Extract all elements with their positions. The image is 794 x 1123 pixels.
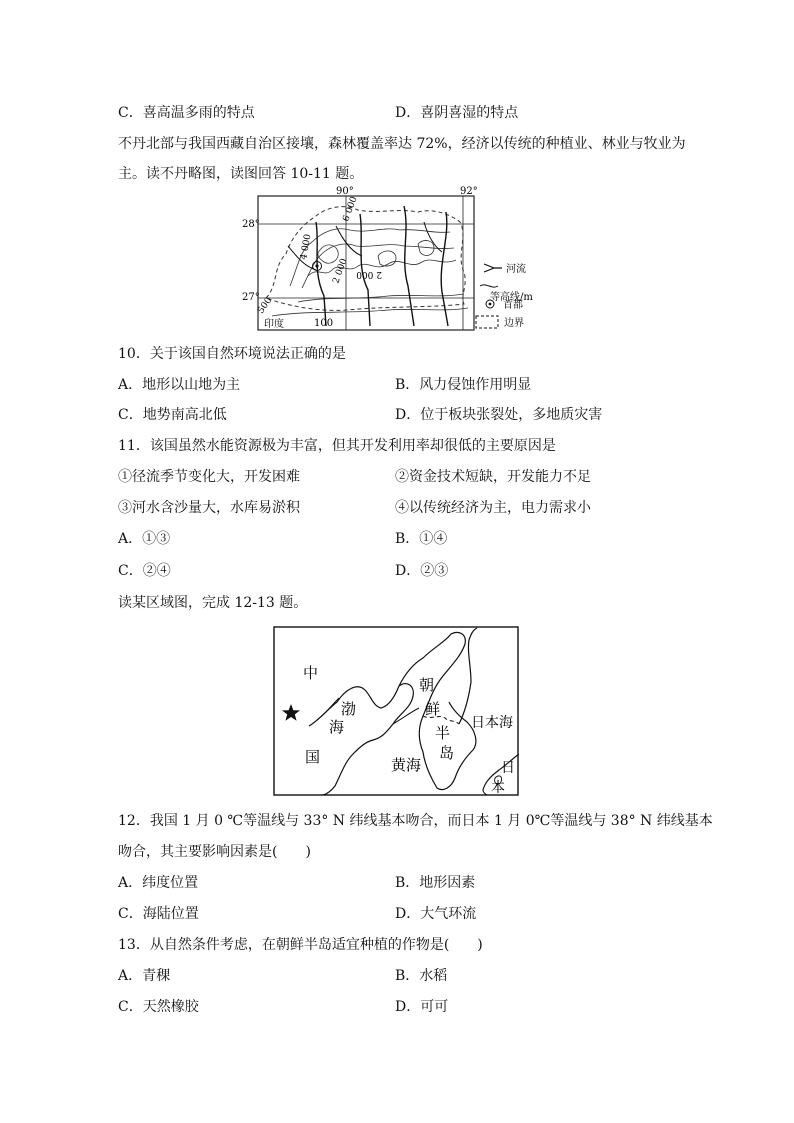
q9-option-c: C．喜高温多雨的特点: [118, 105, 255, 121]
label-ri: 日: [501, 760, 515, 776]
label-xian: 鲜: [425, 700, 441, 718]
q11-statement-3: ③河水含沙量大，水库易淤积: [118, 500, 300, 516]
contour-500-label: 500: [256, 295, 275, 316]
q13-option-d: D．可可: [395, 999, 449, 1015]
lat-28-label: 28°: [242, 219, 260, 230]
q11-option-a: A．①③: [118, 531, 171, 547]
q10-option-d: D．位于板块张裂处，多地质灾害: [395, 407, 603, 423]
label-chao: 朝: [419, 676, 435, 694]
label-dao: 岛: [439, 744, 455, 762]
q10-stem: 10．关于该国自然环境说法正确的是: [118, 346, 346, 362]
region-intro: 读某区域图，完成 12-13 题。: [118, 595, 308, 611]
contour-2000b-label: 2 000: [356, 269, 382, 279]
label-ben: 本: [491, 780, 505, 796]
q9-option-d: D．喜阴喜湿的特点: [395, 105, 519, 121]
q11-option-c: C．②④: [118, 563, 171, 579]
label-ribenhai: 日本海: [471, 715, 513, 731]
label-hai: 海: [329, 718, 345, 736]
q10-option-c: C．地势南高北低: [118, 407, 227, 423]
legend-river: 河流: [506, 264, 526, 275]
q12-option-c: C．海陆位置: [118, 906, 199, 922]
q12-option-b: B．地形因素: [395, 875, 476, 891]
q11-option-d: D．②③: [395, 563, 449, 579]
q13-stem: 13．从自然条件考虑，在朝鲜半岛适宜种植的作物是( ): [118, 937, 483, 953]
india-label: 印度: [264, 319, 284, 330]
label-bo: 渤: [341, 700, 357, 718]
label-zhong: 中: [303, 664, 319, 682]
q13-option-c: C．天然橡胶: [118, 999, 199, 1015]
contour-100-label: 100: [314, 318, 334, 329]
q11-option-b: B．①④: [395, 531, 448, 547]
q12-option-a: A．纬度位置: [118, 875, 199, 891]
q11-statement-1: ①径流季节变化大，开发困难: [118, 469, 300, 485]
q12-option-d: D．大气环流: [395, 906, 477, 922]
lon-90-label: 90°: [336, 186, 354, 197]
q13-option-b: B．水稻: [395, 968, 448, 984]
q11-statement-4: ④以传统经济为主，电力需求小: [395, 500, 591, 516]
legend-border: 边界: [504, 318, 524, 329]
q12-stem-line2: 吻合，其主要影响因素是( ): [118, 844, 311, 860]
bhutan-map: [228, 186, 538, 334]
legend-capital: 首都: [503, 300, 523, 311]
q12-stem-line1: 12．我国 1 月 0 ℃等温线与 33° N 纬线基本吻合，而日本 1 月 0℃等温线与 38° N 纬线基本: [118, 813, 713, 829]
label-ban: 半: [435, 724, 451, 742]
label-guo: 国: [305, 748, 321, 766]
bhutan-intro-line2: 主。读不丹略图，读图回答 10-11 题。: [118, 166, 364, 182]
contour-6000-label: 6 000: [341, 195, 360, 224]
legend-contour: 等高线/m: [490, 292, 533, 303]
lat-27-label: 27°: [242, 292, 260, 303]
lon-92-label: 92°: [460, 186, 478, 197]
region-map: [273, 626, 519, 796]
river-legend-icon: [484, 264, 502, 272]
q11-stem: 11．该国虽然水能资源极为丰富，但其开发利用率却很低的主要原因是: [118, 438, 556, 454]
q10-option-b: B．风力侵蚀作用明显: [395, 377, 532, 393]
q13-option-a: A．青稞: [118, 968, 171, 984]
label-huanghai: 黄海: [391, 756, 422, 774]
contour-4000-label: 4 000: [299, 233, 314, 261]
contour-2000a-label: 2 000: [331, 257, 350, 286]
contour-legend-icon: [480, 285, 498, 287]
border-legend-icon: [476, 316, 498, 328]
q11-statement-2: ②资金技术短缺，开发能力不足: [395, 469, 591, 485]
bhutan-intro-line1: 不丹北部与我国西藏自治区接壤，森林覆盖率达 72%，经济以传统的种植业、林业与牧业为: [118, 136, 686, 152]
q10-option-a: A．地形以山地为主: [118, 377, 241, 393]
